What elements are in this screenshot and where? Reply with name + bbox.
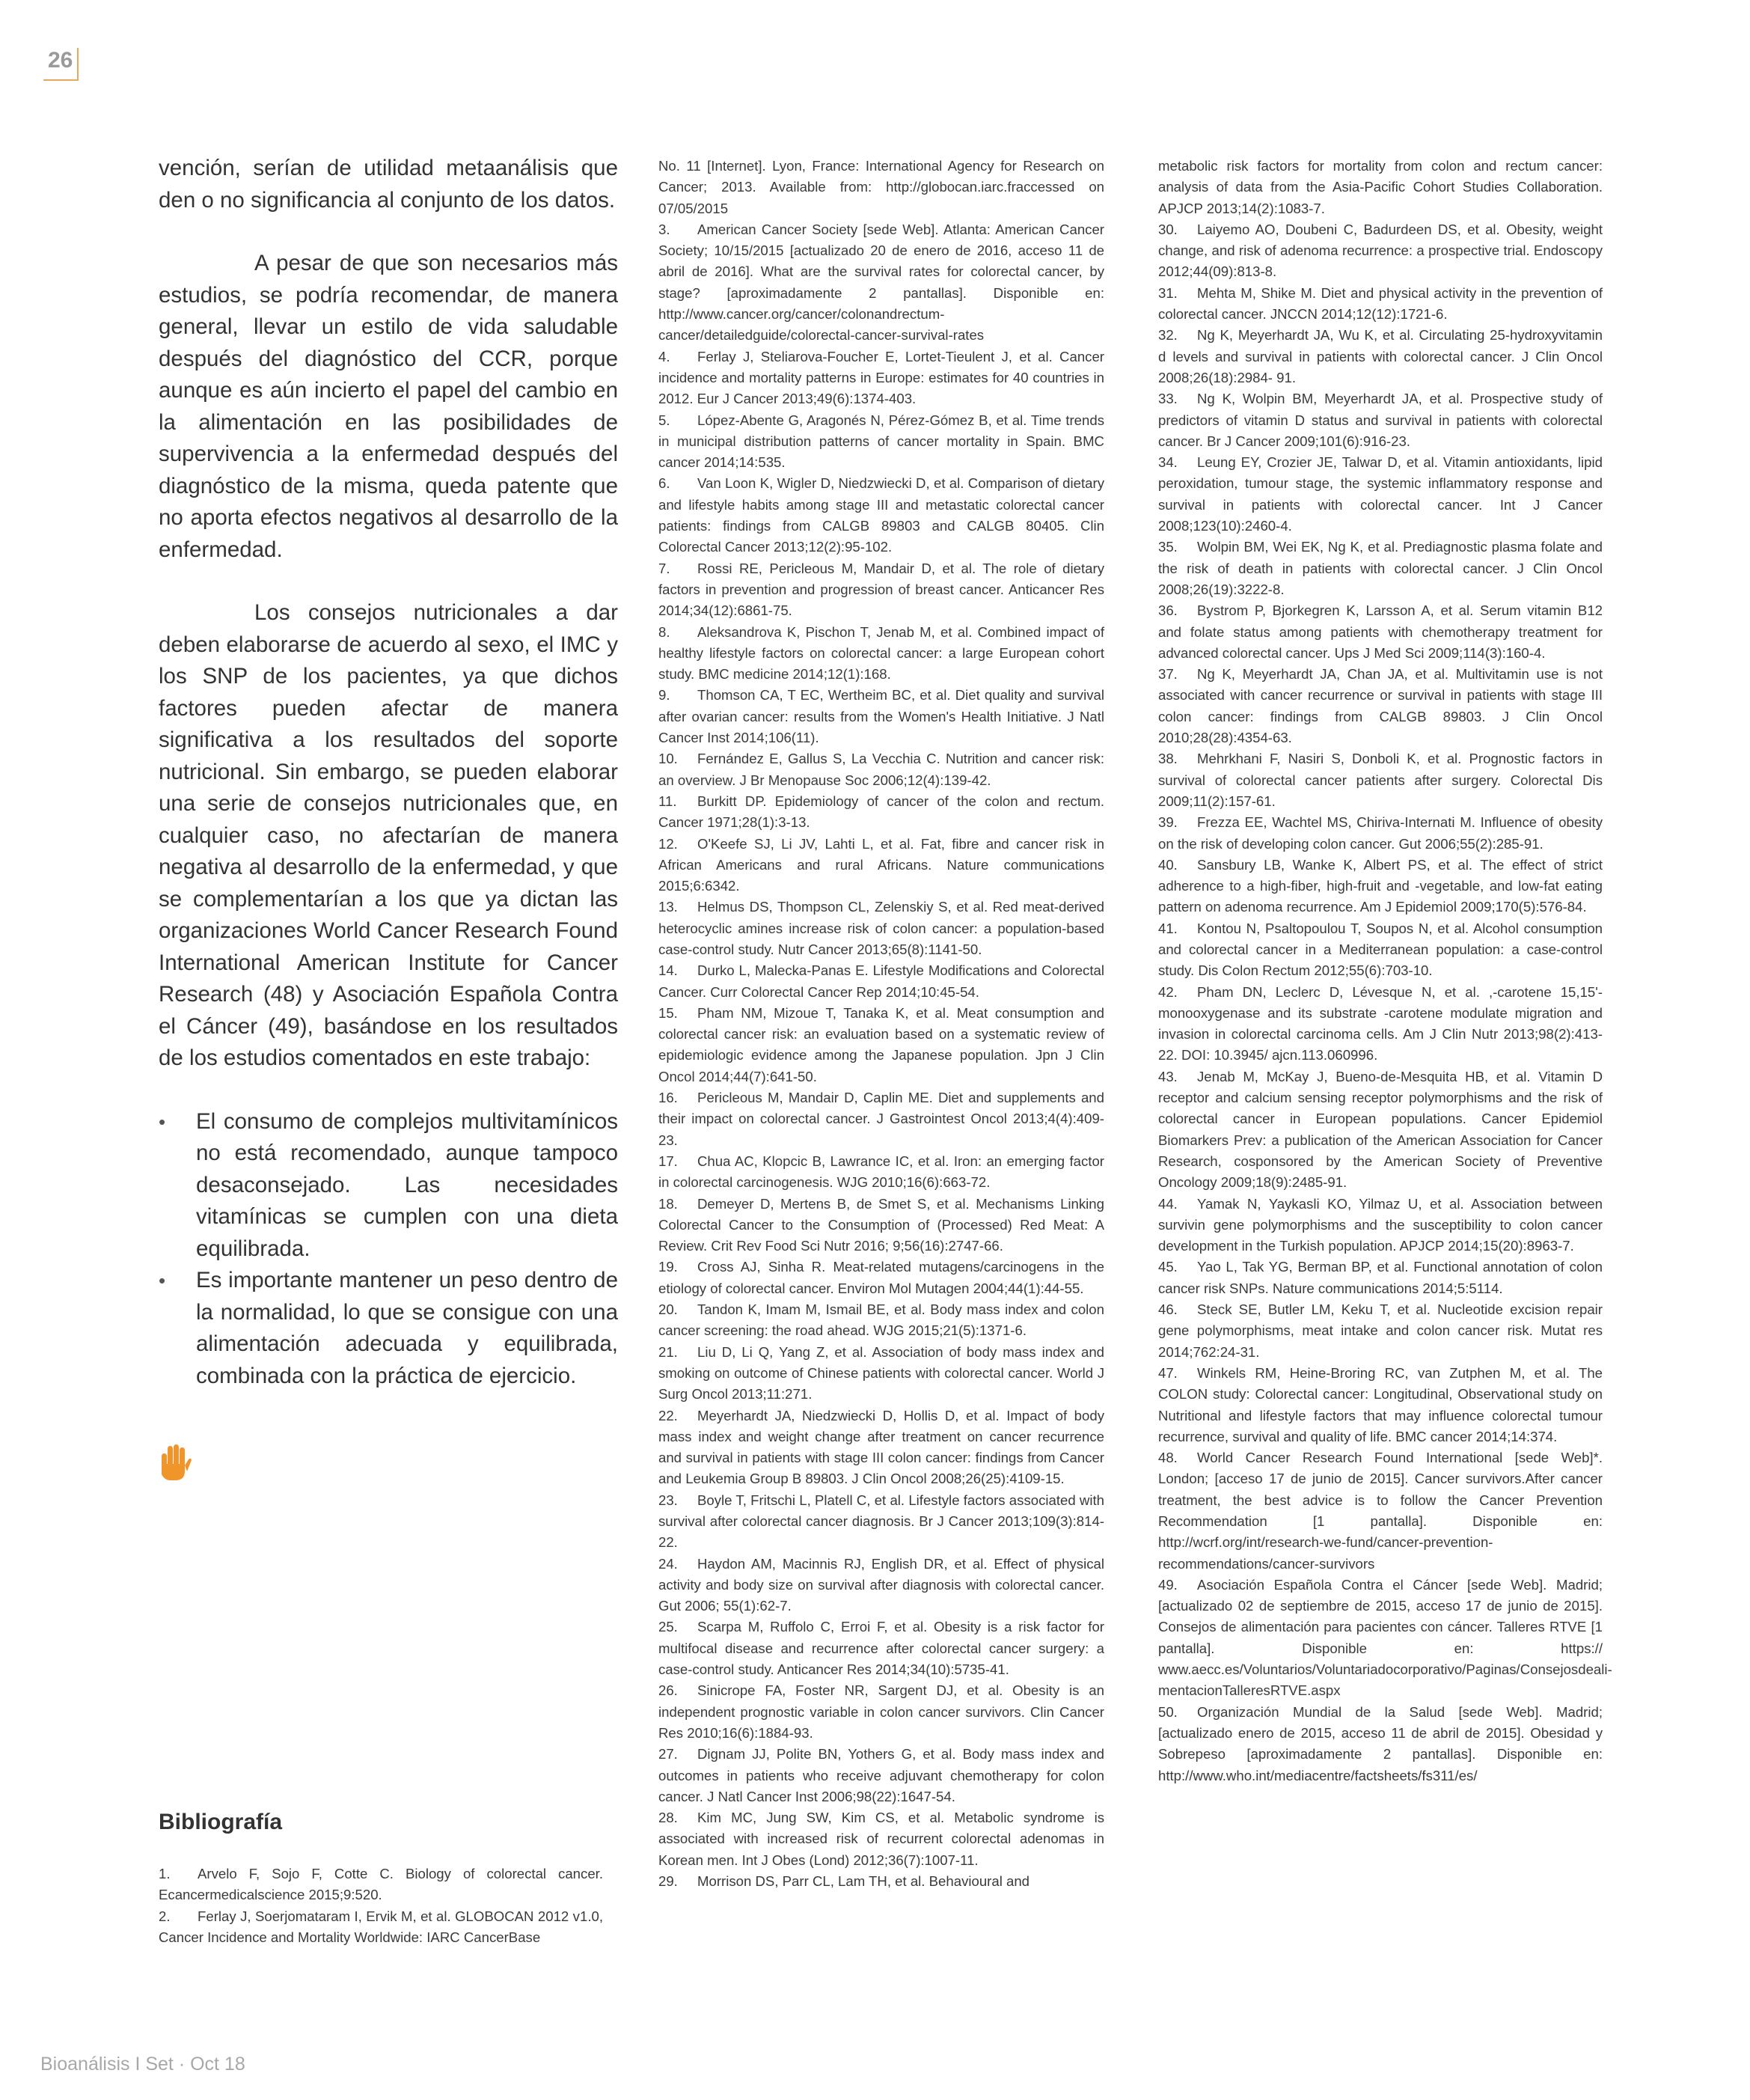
- reference-item: [1158, 283, 1603, 326]
- reference-item: [658, 1405, 1104, 1490]
- reference-item: [658, 1554, 1104, 1617]
- reference-item: [658, 1342, 1104, 1405]
- reference-item: [658, 685, 1104, 748]
- paragraph-1: vención, serían de utilidad metaanálisis que den o no significancia al conjunto de los datos.: [159, 156, 618, 213]
- reference-number: 36.: [1158, 602, 1178, 619]
- reference-item: [658, 1087, 1104, 1151]
- reference-number: 29.: [658, 1873, 678, 1890]
- reference-text: Burkitt DP. Epidemiology of cancer of the colon and rectum. Cancer 1971;28(1):3-13.: [658, 793, 1104, 831]
- reference-item: [1158, 1575, 1612, 1702]
- reference-text: Jenab M, McKay J, Bueno-de-Mesquita HB, et al. Vitamin D receptor and calcium sensing receptor polymorphisms and the risk of colorectal cancer in European populations. Cancer Epidemiol Biomarkers Prev: a publication of the American Association for Cancer Research, cosponsored by the American Society of Preventive Oncology 2009;18(9):2485-91.: [1158, 1068, 1603, 1191]
- reference-text: Van Loon K, Wigler D, Niedzwiecki D, et al. Comparison of dietary and lifestyle habits among stage III and metastatic colorectal cancer patients: findings from CALGB 89803 and CALGB 80405. Clin Colorectal Cancer 2013;12(2):95-102.: [658, 475, 1104, 555]
- reference-item: [1158, 1363, 1603, 1447]
- reference-number: 6.: [658, 475, 670, 492]
- references-column-2: [658, 156, 1104, 1892]
- reference-number: 28.: [658, 1810, 678, 1826]
- reference-item: [1158, 600, 1603, 664]
- reference-text: Mehta M, Shike M. Diet and physical activity in the prevention of colorectal cancer. JNCCN 2014;12(12):1721-6.: [1158, 284, 1603, 323]
- footer-journal-issue: Bioanálisis I Set · Oct 18: [40, 2054, 245, 2075]
- reference-text: Pericleous M, Mandair D, Caplin ME. Diet and supplements and their impact on colorectal cancer. J Gastrointest Oncol 2013;4(4):409-23.: [658, 1090, 1104, 1148]
- reference-item: [1158, 388, 1603, 452]
- reference-number: 20.: [658, 1301, 678, 1318]
- references-column-1: [159, 1864, 603, 1948]
- reference-item: [658, 347, 1104, 410]
- reference-number: 47.: [1158, 1364, 1178, 1381]
- reference-text: American Cancer Society [sede Web]. Atlanta: American Cancer Society; 10/15/2015 [actualizado 20 de enero de 2016, acceso 11 de abril de 2016]. What are the survival rates for colorectal cancer, by stage? [aproximadamente 2 pantallas]. Disponible en: http://www.cancer.org/cancer/colonandrectum-cancer/detailedguide/colorectal-cancer-survival-rates: [658, 221, 1104, 344]
- reference-item: [658, 1151, 1104, 1194]
- reference-text: Bystrom P, Bjorkegren K, Larsson A, et al. Serum vitamin B12 and folate status among patients with chemotherapy treatment for advanced colorectal cancer. Ups J Med Sci 2009;114(3):160-4.: [1158, 602, 1603, 661]
- reference-item: [658, 748, 1104, 791]
- reference-text: Mehrkhani F, Nasiri S, Donboli K, et al. Prognostic factors in survival of colorectal cancer patients after surgery. Colorectal Dis 2009;11(2):157-61.: [1158, 751, 1603, 809]
- paragraph-3: Los consejos nutricionales a dar deben elaborarse de acuerdo al sexo, el IMC y los SNP de los pacientes, ya que dichos factores pueden afectar de manera significativa a los resultados del soporte nutricional. Sin embargo, se pueden elaborar una serie de consejos nutricionales que, en cualquier caso, no afectarían de manera negativa al desarrollo de la enfermedad, y que se complementarían a los que ya dictan las organizaciones World Cancer Research Found International American Institute for Cancer Research (48) y Asociación Española Contra el Cáncer (49), basándose en los resultados de los estudios comentados en este trabajo:: [159, 600, 618, 1070]
- reference-text: O'Keefe SJ, Li JV, Lahti L, et al. Fat, fibre and cancer risk in African Americans and rural Africans. Nature communications 2015;6:6342.: [658, 835, 1104, 894]
- reference-item: [658, 473, 1104, 558]
- reference-number: 30.: [1158, 221, 1178, 237]
- reference-text: Ng K, Wolpin BM, Meyerhardt JA, et al. Prospective study of predictors of vitamin D status and survival in patients with colorectal cancer. Br J Cancer 2009;101(6):916-23.: [1158, 391, 1603, 449]
- reference-text: Sansbury LB, Wanke K, Albert PS, et al. The effect of strict adherence to a high-fiber, high-fruit and -vegetable, and low-fat eating pattern on adenoma recurrence. Am J Epidemiol 2009;170(5):576-84.: [1158, 856, 1603, 915]
- reference-text: Chua AC, Klopcic B, Lawrance IC, et al. Iron: an emerging factor in colorectal carcinogenesis. WJG 2010;16(6):663-72.: [658, 1153, 1104, 1191]
- reference-number: 40.: [1158, 856, 1178, 873]
- reference-text: Helmus DS, Thompson CL, Zelenskiy S, et al. Red meat-derived heterocyclic amines increase risk of colon cancer: a population-based case-control study. Nutr Cancer 2013;65(8):1141-50.: [658, 899, 1104, 957]
- bullet-icon: •: [159, 1269, 166, 1292]
- reference-text: Ng K, Meyerhardt JA, Chan JA, et al. Multivitamin use is not associated with cancer recurrence or survival in patients with stage III colon cancer: findings from CALGB 89803. J Clin Oncol 2010;28(28):4354-63.: [1158, 666, 1603, 746]
- reference-number: 23.: [658, 1492, 678, 1508]
- reference-item: [1158, 812, 1603, 855]
- reference-number: 9.: [658, 687, 670, 703]
- reference-text: Fernández E, Gallus S, La Vecchia C. Nutrition and cancer risk: an overview. J Br Menopause Soc 2006;12(4):139-42.: [658, 751, 1104, 788]
- reference-number: 27.: [658, 1746, 678, 1762]
- reference-text: Frezza EE, Wachtel MS, Chiriva-Internati M. Influence of obesity on the risk of developing colon cancer. Gut 2006;55(2):285-91.: [1158, 814, 1603, 852]
- reference-item: [159, 1906, 603, 1949]
- reference-number: 48.: [1158, 1450, 1178, 1466]
- reference-item: [658, 1807, 1104, 1871]
- reference-text: Scarpa M, Ruffolo C, Erroi F, et al. Obesity is a risk factor for multifocal disease and recurrence after colorectal cancer surgery: a case-control study. Anticancer Res 2014;34(10):5735-41.: [658, 1619, 1104, 1678]
- recommendations-list: [159, 1106, 618, 1393]
- references-column-3: [1158, 156, 1612, 1786]
- reference-number: 44.: [1158, 1195, 1178, 1212]
- reference-item: [1158, 664, 1603, 748]
- list-item: [159, 1265, 618, 1392]
- reference-item: [658, 834, 1104, 897]
- reference-text: Dignam JJ, Polite BN, Yothers G, et al. Body mass index and outcomes in patients who receive adjuvant chemotherapy for colon cancer. J Natl Cancer Inst 2006;98(22):1647-54.: [658, 1746, 1104, 1804]
- reference-number: 2.: [159, 1908, 171, 1924]
- reference-number: 5.: [658, 412, 670, 428]
- reference-text: Leung EY, Crozier JE, Talwar D, et al. Vitamin antioxidants, lipid peroxidation, tumour stage, the systemic inflammatory response and survival in patients with colorectal cancer. Int J Cancer 2008;123(10):2460-4.: [1158, 454, 1603, 534]
- reference-number: 10.: [658, 751, 678, 767]
- reference-item: [658, 960, 1104, 1003]
- reference-number: 33.: [1158, 391, 1178, 407]
- reference-item: [1158, 1257, 1603, 1299]
- reference-item: [1158, 156, 1603, 219]
- reference-item: [1158, 1066, 1603, 1194]
- reference-text: Ferlay J, Steliarova-Foucher E, Lortet-Tieulent J, et al. Cancer incidence and mortality patterns in Europe: estimates for 40 countries in 2012. Eur J Cancer 2013;49(6):1374-403.: [658, 348, 1104, 407]
- reference-text: Demeyer D, Mertens B, de Smet S, et al. Mechanisms Linking Colorectal Cancer to the Consumption of (Processed) Red Meat: A Review. Crit Rev Food Sci Nutr 2016; 9;56(16):2747-66.: [658, 1195, 1104, 1254]
- reference-text: Yamak N, Yaykasli KO, Yilmaz U, et al. Association between survivin gene polymorphisms and the susceptibility to colon cancer development in the Turkish population. APJCP 2014;15(20):8963-7.: [1158, 1195, 1603, 1254]
- reference-text: López-Abente G, Aragonés N, Pérez-Gómez B, et al. Time trends in municipal distribution patterns of cancer mortality in Spain. BMC cancer 2014;14:535.: [658, 412, 1104, 471]
- reference-item: [1158, 1702, 1603, 1786]
- paragraph-2: A pesar de que son necesarios más estudios, se podría recomendar, de manera general, llevar un estilo de vida saludable después del diagnóstico del CCR, porque aunque es aún incierto el papel del cambio en la alimentación en las posibilidades de supervivencia a la enfermedad después del diagnóstico de la misma, queda patente que no aporta efectos negativos al desarrollo de la enfermedad.: [159, 251, 618, 562]
- reference-number: 12.: [658, 835, 678, 852]
- reference-text: Sinicrope FA, Foster NR, Sargent DJ, et al. Obesity is an independent prognostic variable in colon cancer survivors. Clin Cancer Res 2010;16(6):1884-93.: [658, 1682, 1104, 1741]
- reference-item: [658, 1617, 1104, 1680]
- reference-number: 45.: [1158, 1259, 1178, 1275]
- reference-number: 25.: [658, 1619, 678, 1635]
- reference-number: 26.: [658, 1682, 678, 1699]
- bullet-icon: •: [159, 1110, 166, 1133]
- list-item-text: El consumo de complejos multivitamínicos no está recomendado, aunque tampoco desaconsejado. Las necesidades vitamínicas se cumplen con una dieta equilibrada.: [196, 1108, 618, 1261]
- reference-text: Winkels RM, Heine-Broring RC, van Zutphen M, et al. The COLON study: Colorectal cancer: Longitudinal, Observational study on Nutritional and lifestyle factors that may influence colorectal tumour recurrence, survival and quality of life. BMC cancer 2014;14:374.: [1158, 1364, 1603, 1444]
- reference-text: Pham DN, Leclerc D, Lévesque N, et al. ,-carotene 15,15'-monooxygenase and its substrate -carotene modulate migration and invasion in colorectal carcinoma cells. Am J Clin Nutr 2013;98(2):413-22. DOI: 10.3945/ ajcn.113.060996.: [1158, 983, 1603, 1063]
- reference-item: [658, 622, 1104, 686]
- reference-number: 17.: [658, 1153, 678, 1169]
- reference-number: 4.: [658, 348, 670, 364]
- reference-number: 37.: [1158, 666, 1178, 683]
- list-item: [159, 1106, 618, 1266]
- reference-text: Pham NM, Mizoue T, Tanaka K, et al. Meat consumption and colorectal cancer risk: an evaluation based on a systematic review of epidemiologic evidence among the Japanese population. Jpn J Clin Oncol 2014;44(7):641-50.: [658, 1004, 1104, 1084]
- reference-number: 41.: [1158, 920, 1178, 936]
- reference-item: [1158, 1194, 1603, 1257]
- hand-stop-icon: [157, 1443, 192, 1482]
- body-text-column: [159, 153, 618, 1392]
- reference-text: Wolpin BM, Wei EK, Ng K, et al. Prediagnostic plasma folate and the risk of death in patients with colorectal cancer. J Clin Oncol 2008;26(19):3222-8.: [1158, 539, 1603, 597]
- reference-item: [1158, 452, 1603, 537]
- reference-text: Liu D, Li Q, Yang Z, et al. Association of body mass index and smoking on outcome of Chinese patients with colorectal cancer. World J Surg Oncol 2013;11:271.: [658, 1343, 1104, 1402]
- reference-item: [658, 1299, 1104, 1342]
- list-item-text: Es importante mantener un peso dentro de la normalidad, lo que se consigue con una alimentación adecuada y equilibrada, combinada con la práctica de ejercicio.: [196, 1268, 618, 1388]
- reference-item: [1158, 748, 1603, 812]
- reference-number: 42.: [1158, 983, 1178, 1000]
- reference-item: [658, 410, 1104, 474]
- reference-number: 3.: [658, 221, 670, 237]
- reference-text: Ng K, Meyerhardt JA, Wu K, et al. Circulating 25-hydroxyvitamin d levels and survival in patients with colorectal cancer. J Clin Oncol 2008;26(18):2984- 91.: [1158, 327, 1603, 385]
- reference-text: metabolic risk factors for mortality from colon and rectum cancer: analysis of data from the Asia-Pacific Cohort Studies Collaboration. APJCP 2013;14(2):1083-7.: [1158, 158, 1603, 216]
- reference-number: 16.: [658, 1090, 678, 1106]
- reference-number: 1.: [159, 1866, 171, 1881]
- reference-item: [1158, 219, 1603, 283]
- reference-number: 49.: [1158, 1576, 1178, 1593]
- reference-item: [658, 1194, 1104, 1257]
- reference-item: [658, 1744, 1104, 1807]
- reference-text: Aleksandrova K, Pischon T, Jenab M, et al. Combined impact of healthy lifestyle factors on colorectal cancer: a large European cohort study. BMC medicine 2014;12(1):168.: [658, 623, 1104, 683]
- reference-text: Cross AJ, Sinha R. Meat-related mutagens/carcinogens in the etiology of colorectal cancer. Environ Mol Mutagen 2004;44(1):44-55.: [658, 1259, 1104, 1296]
- reference-text: Tandon K, Imam M, Ismail BE, et al. Body mass index and colon cancer screening: the road ahead. WJG 2015;21(5):1371-6.: [658, 1301, 1104, 1339]
- reference-text: Laiyemo AO, Doubeni C, Badurdeen DS, et al. Obesity, weight change, and risk of adenoma recurrence: a prospective trial. Endoscopy 2012;44(09):813-8.: [1158, 221, 1603, 280]
- reference-text: Arvelo F, Sojo F, Cotte C. Biology of colorectal cancer. Ecancermedicalscience 2015;9:520.: [159, 1866, 603, 1903]
- reference-text: Thomson CA, T EC, Wertheim BC, et al. Diet quality and survival after ovarian cancer: results from the Women's Health Initiative. J Natl Cancer Inst 2014;106(11).: [658, 687, 1104, 746]
- reference-number: 50.: [1158, 1703, 1178, 1720]
- reference-text: Organización Mundial de la Salud [sede Web]. Madrid; [actualizado enero de 2015, acceso 11 de abril de 2015]. Obesidad y Sobrepeso [aproximadamente 2 pantallas]. Disponible en: http://www.who.int/mediacentre/factsheets/fs311/es/: [1158, 1703, 1603, 1783]
- reference-item: [658, 1257, 1104, 1299]
- reference-number: 31.: [1158, 284, 1178, 301]
- bibliography-heading: Bibliografía: [159, 1810, 283, 1834]
- reference-item: [1158, 855, 1603, 918]
- reference-text: Boyle T, Fritschi L, Platell C, et al. Lifestyle factors associated with survival after colorectal cancer diagnosis. Br J Cancer 2013;109(3):814-22.: [658, 1492, 1104, 1551]
- reference-number: 46.: [1158, 1301, 1178, 1318]
- reference-text: Morrison DS, Parr CL, Lam TH, et al. Behavioural and: [697, 1873, 1030, 1890]
- reference-number: 14.: [658, 962, 678, 979]
- reference-item: [1158, 1447, 1603, 1575]
- reference-item: [658, 219, 1104, 347]
- reference-item: [658, 558, 1104, 622]
- reference-number: 8.: [658, 623, 670, 640]
- reference-number: 7.: [658, 560, 670, 576]
- reference-item: [658, 897, 1104, 960]
- reference-number: 19.: [658, 1259, 678, 1275]
- reference-text: Rossi RE, Pericleous M, Mandair D, et al. The role of dietary factors in prevention and progression of breast cancer. Anticancer Res 2014;34(12):6861-75.: [658, 560, 1104, 619]
- reference-number: 15.: [658, 1004, 678, 1021]
- reference-item: [1158, 982, 1603, 1066]
- reference-number: 11.: [658, 793, 677, 809]
- reference-text: Steck SE, Butler LM, Keku T, et al. Nucleotide excision repair gene polymorphisms, meat intake and colon cancer risk. Mutat res 2014;762:24-31.: [1158, 1301, 1603, 1360]
- reference-item: [658, 1003, 1104, 1087]
- reference-item: [159, 1864, 603, 1906]
- reference-number: 39.: [1158, 814, 1178, 831]
- reference-number: 34.: [1158, 454, 1178, 471]
- page-number: 26: [43, 48, 79, 81]
- reference-number: 38.: [1158, 751, 1178, 767]
- reference-number: 43.: [1158, 1068, 1178, 1084]
- reference-item: [658, 1490, 1104, 1554]
- reference-text: Asociación Española Contra el Cáncer [sede Web]. Madrid; [actualizado 02 de septiembre de 2015, acceso 17 de junio de 2015]. Consejos de alimentación para pacientes con cáncer. Talleres RTVE [1 pantalla]. Disponible en: https:// www.aecc.es/Voluntarios/Voluntariadocorporativo/Paginas/Consejosdeali-mentacionTalleresRTVE.aspx: [1158, 1576, 1612, 1699]
- reference-number: 32.: [1158, 327, 1178, 344]
- reference-item: [658, 1680, 1104, 1744]
- reference-number: 18.: [658, 1195, 678, 1212]
- reference-text: Yao L, Tak YG, Berman BP, et al. Functional annotation of colon cancer risk SNPs. Nature communications 2014;5:5114.: [1158, 1259, 1603, 1296]
- reference-item: [658, 156, 1104, 219]
- reference-number: 13.: [658, 899, 678, 915]
- reference-text: Durko L, Malecka-Panas E. Lifestyle Modifications and Colorectal Cancer. Curr Colorectal Cancer Rep 2014;10:45-54.: [658, 962, 1104, 1000]
- reference-item: [1158, 537, 1603, 600]
- reference-text: Haydon AM, Macinnis RJ, English DR, et al. Effect of physical activity and body size on survival after diagnosis with colorectal cancer. Gut 2006; 55(1):62-7.: [658, 1555, 1104, 1614]
- reference-number: 22.: [658, 1407, 678, 1423]
- reference-item: [1158, 1299, 1603, 1363]
- reference-item: [658, 1871, 1104, 1892]
- reference-number: 35.: [1158, 539, 1178, 555]
- reference-item: [1158, 325, 1603, 388]
- reference-text: No. 11 [Internet]. Lyon, France: International Agency for Research on Cancer; 2013. Available from: http://globocan.iarc.fraccessed on 07/05/2015: [658, 158, 1104, 216]
- reference-text: Kim MC, Jung SW, Kim CS, et al. Metabolic syndrome is associated with increased risk of recurrent colorectal adenomas in Korean men. Int J Obes (Lond) 2012;36(7):1007-11.: [658, 1810, 1104, 1868]
- reference-text: Ferlay J, Soerjomataram I, Ervik M, et al. GLOBOCAN 2012 v1.0, Cancer Incidence and Mortality Worldwide: IARC CancerBase: [159, 1908, 603, 1945]
- reference-number: 24.: [658, 1555, 678, 1572]
- reference-item: [658, 791, 1104, 834]
- reference-text: Meyerhardt JA, Niedzwiecki D, Hollis D, et al. Impact of body mass index and weight change after treatment on cancer recurrence and survival in patients with stage III colon cancer: findings from Cancer and Leukemia Group B 89803. J Clin Oncol 2008;26(25):4109-15.: [658, 1407, 1104, 1487]
- reference-text: World Cancer Research Found International [sede Web]*. London; [acceso 17 de junio de 2015]. Cancer survivors.After cancer treatment, the best advice is to follow the Cancer Prevention Recommendation [1 pantalla]. Disponible en: http://wcrf.org/int/research-we-fund/cancer-prevention-recommendations/cancer-survivors: [1158, 1450, 1603, 1572]
- reference-text: Kontou N, Psaltopoulou T, Soupos N, et al. Alcohol consumption and colorectal cancer in a Mediterranean population: a case-control study. Dis Colon Rectum 2012;55(6):703-10.: [1158, 920, 1603, 979]
- reference-number: 21.: [658, 1343, 678, 1360]
- reference-item: [1158, 918, 1603, 982]
